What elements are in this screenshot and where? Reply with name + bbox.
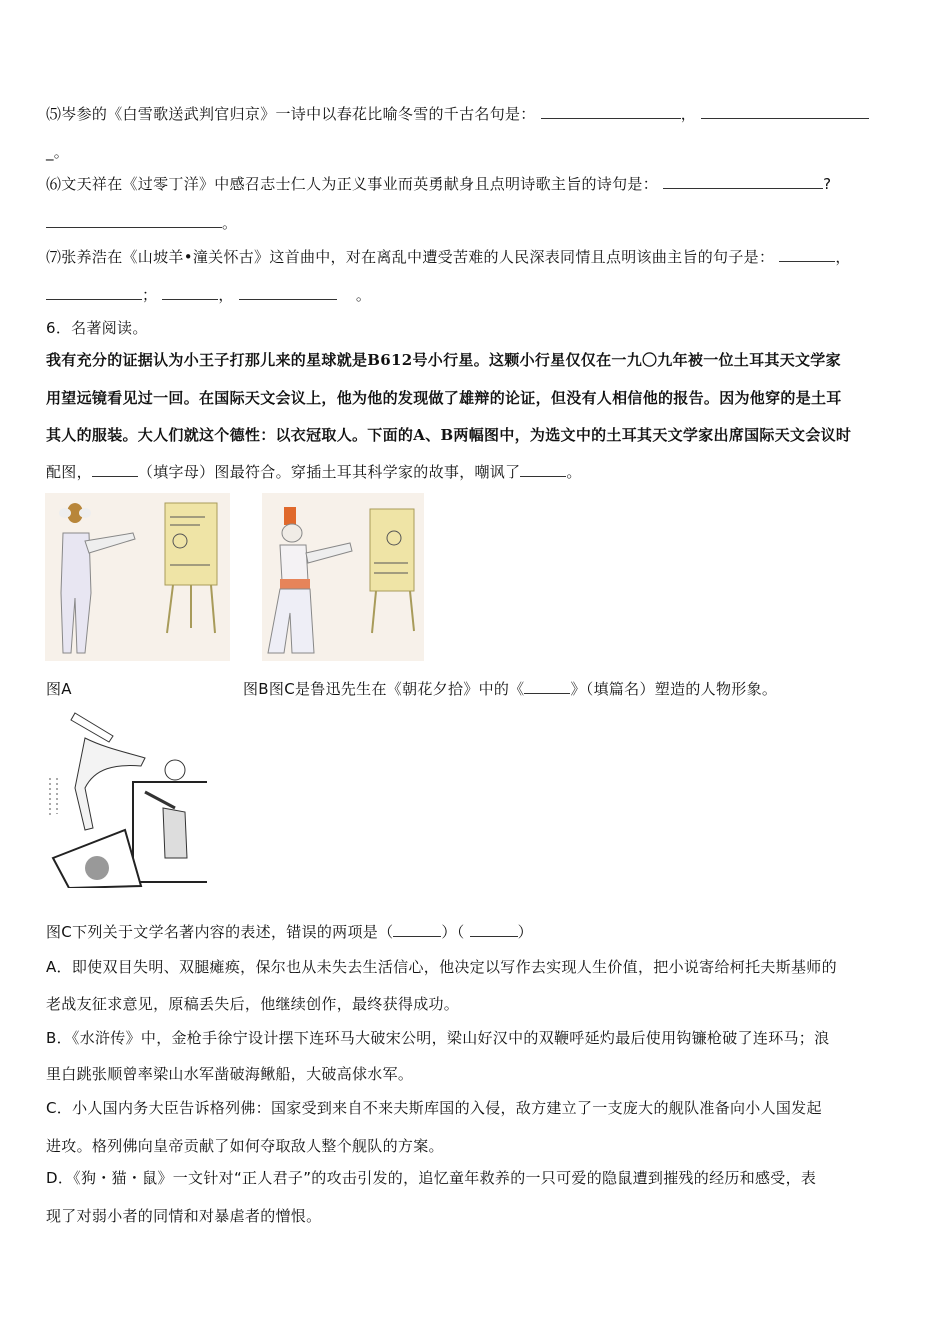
question-7 [46,247,851,267]
figure-b-caption [243,679,777,699]
mc-question-stem [46,922,533,942]
figure-caption-line [46,679,72,699]
answer-blank[interactable] [239,285,337,300]
text: 配图， [46,463,92,481]
figure-c-caption-text: 》（填篇名）塑造的人物形象。 [570,680,778,698]
figure-c-caption-text: 图C是鲁迅先生在《朝花夕拾》中的《 [268,680,525,698]
separator: ， [218,286,234,304]
option-c-line2: 进攻。格列佛向皇帝贡献了如何夺取敌人整个舰队的方案。 [46,1137,444,1155]
question-5-text: ⑸岑参的《白雪歌送武判官归京》一诗中以春花比喻冬雪的千古名句是： [46,105,536,123]
separator: ， [680,105,696,123]
answer-blank[interactable] [393,922,441,937]
passage-line: 其人的服装。大人们就这个德性：以衣冠取人。下面的A、B两幅图中，为选文中的土耳其天文学家出席国际天文会议时 [46,426,852,444]
separator: ， [835,248,851,266]
answer-blank[interactable] [46,285,142,300]
text: （填字母）图最符合。穿插土耳其科学家的故事，嘲讽了 [137,463,521,481]
figure-b-label: 图B [243,680,269,698]
answer-blank[interactable] [162,285,218,300]
figure-a-label: 图A [46,680,72,698]
astronomer-turkish-costume-illustration [262,493,424,661]
figure-a-image [45,493,230,661]
woodcut-figures-illustration [45,708,207,888]
answer-blank[interactable] [46,213,222,228]
passage-line: 我有充分的证据认为小王子打那儿来的星球就是B612号小行星。这颗小行星仅仅在一九〇九年被一位土耳其天文学家 [46,351,841,369]
passage-line: 用望远镜看见过一回。在国际天文会议上，他为他的发现做了雄辩的论证，但没有人相信他的报告。因为他穿的是土耳 [46,389,842,407]
answer-blank[interactable] [520,462,566,477]
separator: ； [142,286,158,304]
option-b-line2: 里白跳张顺曾率梁山水军凿破海鳅船，大破高俅水军。 [46,1065,414,1083]
option-c-line1: C．小人国内务大臣告诉格列佛：国家受到来自不来夫斯库国的入侵，敌方建立了一支庞大的舰队准备向小人国发起 [46,1099,822,1117]
question-6-tail [46,213,237,233]
option-d-line2: 现了对弱小者的同情和对暴虐者的憎恨。 [46,1207,322,1225]
answer-blank[interactable] [701,104,869,119]
figure-b-image [262,493,424,661]
stem-text: ） [517,923,533,941]
question-5 [46,104,869,124]
answer-blank[interactable] [663,174,823,189]
option-a-line1: A．即使双目失明、双腿瘫痪，保尔也从未失去生活信心，他决定以写作去实现人生价值，把小说寄给柯托夫斯基师的 [46,958,837,976]
answer-blank[interactable] [92,462,138,477]
question-6-text: ⑹文天祥在《过零丁洋》中感召志士仁人为正义事业而英勇献身且点明诗歌主旨的诗句是： [46,175,659,193]
answer-blank[interactable] [779,247,835,262]
text: 。 [566,463,582,481]
stem-text: 图C下列关于文学名著内容的表述，错误的两项是（ [46,923,394,941]
answer-blank[interactable] [524,679,570,694]
question-6 [46,174,831,194]
question-5-tail: _。 [46,143,70,161]
passage-line-last [46,462,582,482]
answer-blank[interactable] [541,104,681,119]
option-b-line1: B．《水浒传》中，金枪手徐宁设计摆下连环马大破宋公明，梁山好汉中的双鞭呼延灼最后使用钩镰枪破了连环马；浪 [46,1029,830,1047]
period: 。 [355,286,372,304]
separator: ? [823,175,832,193]
period: 。 [222,214,238,232]
figure-c-image [45,708,207,888]
stem-text: ）（ [441,923,470,941]
astronomer-western-suit-illustration [45,493,230,661]
option-a-line2: 老战友征求意见，原稿丢失后，他继续创作，最终获得成功。 [46,995,460,1013]
question-7-text: ⑺张养浩在《山坡羊•潼关怀古》这首曲中，对在离乱中遭受苦难的人民深表同情且点明该曲主旨的句子是： [46,248,775,266]
section-6-title: 6．名著阅读。 [46,319,148,337]
option-d-line1: D．《狗・猫・鼠》一文针对“正人君子”的攻击引发的，追忆童年救养的一只可爱的隐鼠遭到摧残的经历和感受，表 [46,1169,817,1187]
question-7-tail [46,285,371,305]
answer-blank[interactable] [470,922,518,937]
